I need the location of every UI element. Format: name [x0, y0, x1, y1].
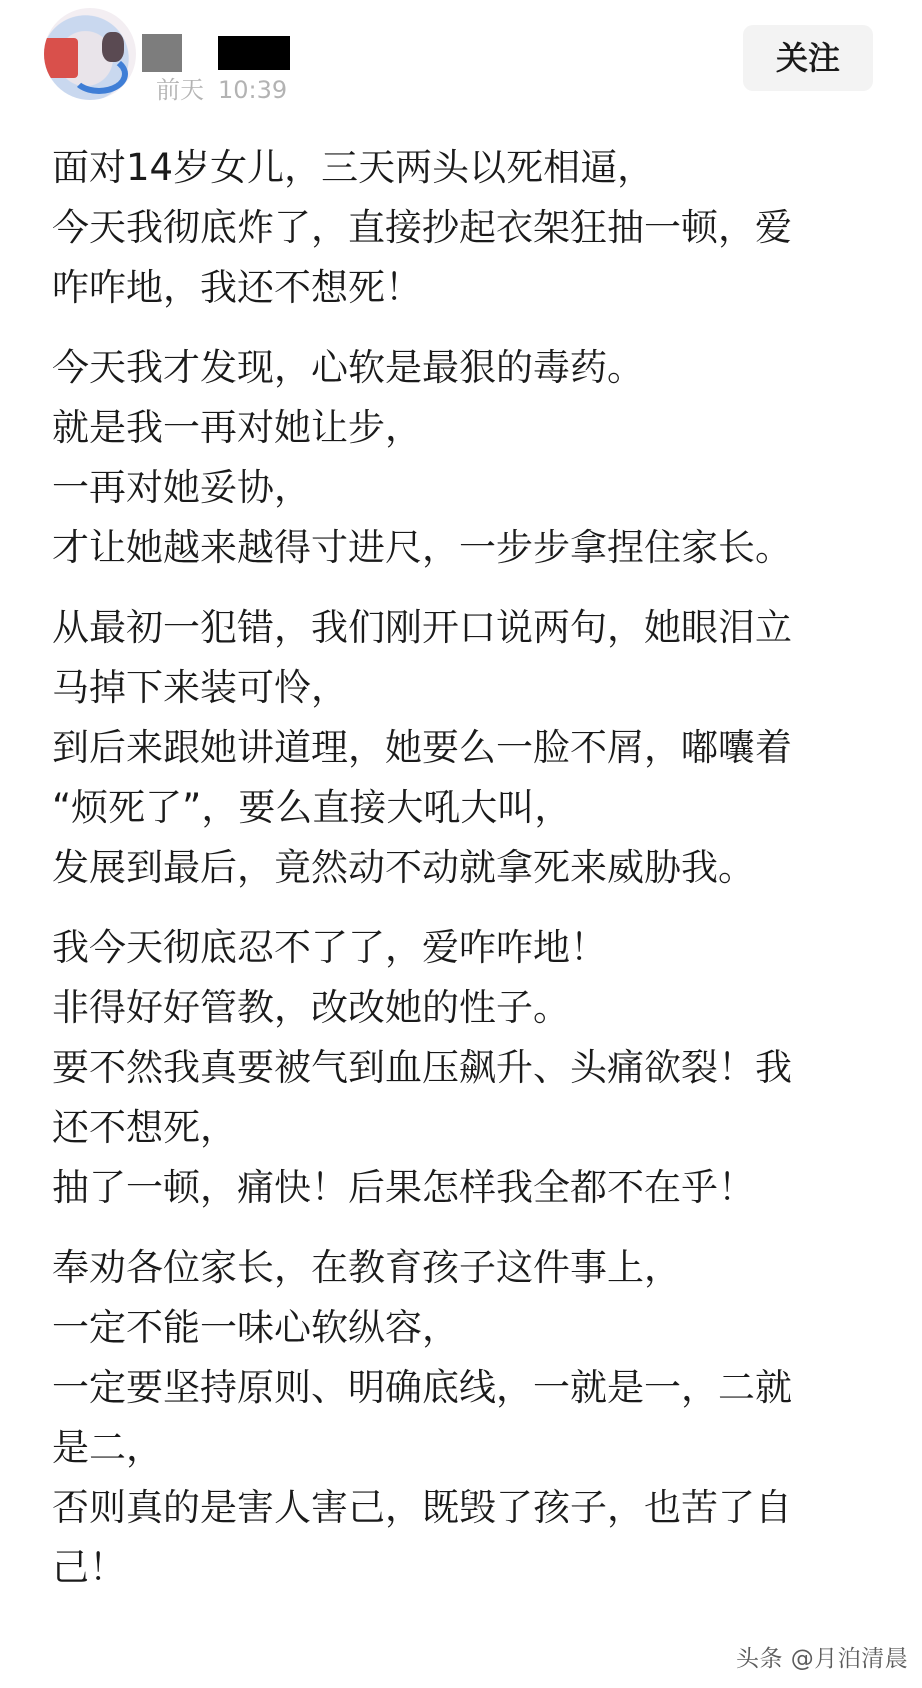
watermark: 头条 @月泊清晨 [736, 1646, 909, 1672]
post-text-line: “烦死了”，要么直接大吼大叫， [52, 786, 572, 829]
post-text-line: 抽了一顿，痛快！后果怎样我全都不在乎！ [52, 1166, 755, 1209]
follow-button[interactable]: 关注 [743, 25, 873, 91]
post-text-line: 从最初一犯错，我们刚开口说两句，她眼泪立 [52, 606, 792, 649]
avatar[interactable] [44, 8, 136, 100]
post-text-line: 己！ [52, 1546, 126, 1589]
post-time: 10:39 [218, 76, 288, 104]
post-text-line: 咋咋地，我还不想死！ [52, 266, 422, 309]
post-meta [156, 70, 287, 105]
post-text-line: 今天我彻底炸了，直接抄起衣架狂抽一顿，爱 [52, 206, 792, 249]
post-text-line: 就是我一再对她让步， [52, 406, 422, 449]
redaction-mask [218, 36, 290, 70]
post-text-line: 今天我才发现，心软是最狠的毒药。 [52, 346, 644, 389]
post-date: 前天 [156, 76, 204, 104]
post-paragraph [52, 1238, 878, 1598]
post-text-line: 是二， [52, 1426, 163, 1469]
post-text-line: 否则真的是害人害己，既毁了孩子，也苦了自 [52, 1486, 792, 1529]
post-text-line: 我今天彻底忍不了了，爱咋咋地！ [52, 926, 607, 969]
post-text-line: 马掉下来装可怜， [52, 666, 348, 709]
post-text-line: 一定要坚持原则、明确底线，一就是一，二就 [52, 1366, 792, 1409]
post-text-line: 非得好好管教，改改她的性子。 [52, 986, 570, 1029]
post-paragraph [52, 338, 878, 578]
redaction-mask [142, 34, 182, 72]
post-content [52, 138, 878, 1618]
post-text-line: 到后来跟她讲道理，她要么一脸不屑，嘟囔着 [52, 726, 792, 769]
post-header [0, 0, 922, 120]
post-text-line: 奉劝各位家长，在教育孩子这件事上， [52, 1246, 681, 1289]
post-text-line: 发展到最后，竟然动不动就拿死来威胁我。 [52, 846, 755, 889]
post-paragraph [52, 598, 878, 898]
avatar-image-part [102, 32, 124, 62]
post-paragraph [52, 918, 878, 1218]
post-text-line: 才让她越来越得寸进尺，一步步拿捏住家长。 [52, 526, 792, 569]
post-text-line: 面对14岁女儿，三天两头以死相逼， [52, 146, 655, 189]
post-text-line: 还不想死， [52, 1106, 237, 1149]
post-text-line: 一再对她妥协， [52, 466, 311, 509]
post-text-line: 一定不能一味心软纵容， [52, 1306, 459, 1349]
post-text-line: 要不然我真要被气到血压飙升、头痛欲裂！我 [52, 1046, 792, 1089]
post-paragraph [52, 138, 878, 318]
